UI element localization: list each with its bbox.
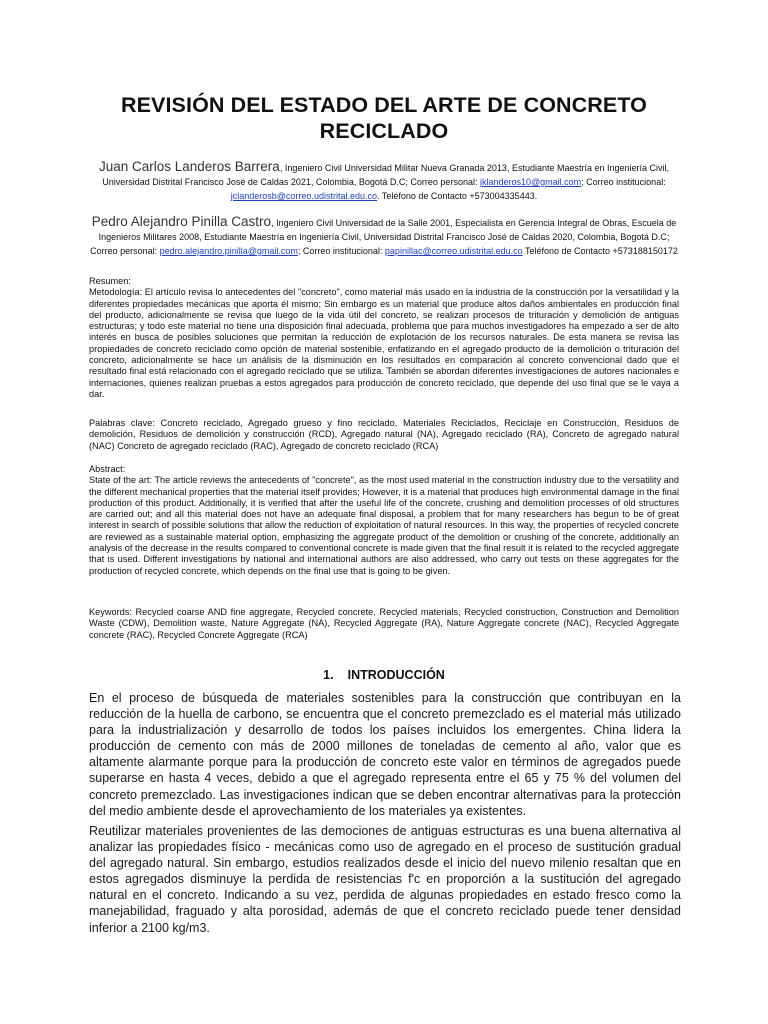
- author-name: Juan Carlos Landeros Barrera: [98, 159, 280, 174]
- abstract-text: State of the art: The article reviews the antecedents of "concrete", as the most used material in the construction industry due to the versatility and the different mechanical properties that the material itself provides; However, it is a material that produces high environmental damage in the final production of this product. Additionally, it is verified that after the useful life of the concrete, crushing and demolition processes of old structures are carried out; and all this material does not have an adequate final disposal, a problem that for many researchers has begun to be of great interest in search of possible solutions that allow the reduction of exploitation of natural resources. In this way, the properties of recycled concrete are reviewed as a sustainable material option, emphasizing the aggregate product of the demolition or crushing of the concrete, additionally an analysis of the decrease in the results compared to conventional concrete is made given that the final result it is related to the recycled aggregate that is used. Different investigations by national and international authors are also addressed, who carry out tests on these aggregates for the production of recycled concrete, which depends on the final use that is going to be given.: [89, 475, 679, 576]
- paper-title: [60, 92, 708, 144]
- author-institutional-email-link[interactable]: papinillac@correo.udistrital.edu.co: [384, 246, 523, 256]
- resumen-text: Metodología: El artículo revisa lo antecedentes del "concreto", como material más usado en la industria de la construcción por la versatilidad y la diferentes propiedades mecánicas que aporta él mismo; Sin embargo es un material que produce altos daños ambientales en producción final del producto, adicionalmente se revisa que luego de la vida útil del concreto, se realizan procesos de trituración y demolición de antiguas estructuras; y todo este material no tiene una disposición final adecuada, problema que para muchos investigadores ha empezado a ser de alto interés en busca de posibles soluciones que permitan la reducción de explotación de los recursos naturales. De esta manera se revisa las propiedades de concreto reciclado como opción de material sostenible, enfatizando en el agregado producto de la demolición o trituración del concreto, adicionalmente se hace un análisis de la disminución en los resultados en comparación al concreto convencional dado que el resultado final está relacionado con el agregado reciclado que se utiliza. También se abordan diferentes investigaciones de autores nacionales e internaciones, quienes realizan pruebas a estos agregados para producción de concreto reciclado, que depende del uso final que se le vaya a dar.: [89, 287, 679, 399]
- paper-title-line: RECICLADO: [319, 119, 449, 143]
- paper-title-line: REVISIÓN DEL ESTADO DEL ARTE DE CONCRETO: [120, 93, 648, 117]
- intro-paragraph-2: Reutilizar materiales provenientes de las demociones de antiguas estructuras es una buena alternativa al analizar las propiedades físico - mecánicas como uso de agregado en el proceso de sustitución gradual del agregado natural. Sin embargo, estudios realizados desde el inicio del nuevo milenio resaltan que en estos agregados disminuye la perdida de resistencias f'c en proporción a la sustitución del agregado natural en el concreto. Indicando a su vez, perdida de algunas propiedades en estado fresco como la manejabilidad, fraguado y alta porosidad, además de que el concreto reciclado puede tener densidad inferior a 2100 kg/m3.: [89, 824, 681, 935]
- author-phone: . Teléfono de Contacto +573004335443.: [376, 191, 538, 201]
- author-institutional-email-link[interactable]: jclanderosb@correo.udistrital.edu.co: [230, 191, 377, 201]
- abstract-section: [89, 464, 679, 577]
- palabras-clave: Palabras clave: Concreto reciclado, Agregado grueso y fino reciclado, Materiales Reciclados, Reciclaje en Construcción, Residuos de demolición, Residuos de demolición y construcción (RCD), Agregado natural (NA), Agregado reciclado (RA), Concreto de agregado natural (NAC) Concreto de agregado reciclado (RAC), Agregado de concreto reciclado (RCA): [89, 418, 679, 451]
- intro-paragraph-1: En el proceso de búsqueda de materiales sostenibles para la construcción que contribuyan en la reducción de la huella de carbono, se encuentra que el concreto premezclado es el material más utilizado para la industrialización y desarrollo de todos los países incluidos los emergentes. China lidera la producción de cemento con más de 2000 millones de toneladas de cemento al año, valor que es altamente alarmante porque para la producción de concreto este valor en términos de agregados puede superarse en hasta 4 veces, debido a que el agregado representa entre el 65 y 75 % del volumen del concreto premezclado. Las investigaciones indican que se deben encontrar alternativas para la protección del medio ambiente desde el aprovechamiento de los materiales ya existentes.: [89, 691, 681, 818]
- keywords: Keywords: Recycled coarse AND fine aggregate, Recycled concrete, Recycled materials, Recycled construction, Construction and Demolition Waste (CDW), Demolition waste, Nature Aggregate (NA), Recycled Aggregate (RA), Nature Aggregate concrete (NAC), Recycled Aggregate concrete (RAC), Recycled Concrete Aggregate (RCA): [89, 607, 679, 640]
- author-block-2: [86, 215, 682, 258]
- abstract-label: Abstract:: [89, 464, 126, 474]
- section-title: INTRODUCCIÓN: [347, 668, 445, 682]
- author-contact-text: ; Correo institucional:: [297, 246, 385, 256]
- section-heading: [0, 668, 768, 683]
- resumen-label: Resumen:: [89, 276, 131, 286]
- section-number: 1.: [323, 668, 334, 682]
- author-phone: Teléfono de Contacto +573188150172: [522, 246, 678, 256]
- author-affiliation: , Ingeniero Civil Universidad Militar Nueva Granada 2013, Estudiante Maestría en Ingeniería Civil, Universidad Distrital Francisco José de Caldas 2021, Colombia, Bogotá D.C; Correo personal:: [102, 163, 670, 187]
- resumen-section: [89, 276, 679, 400]
- author-personal-email-link[interactable]: jklanderos10@gmail.com: [479, 177, 582, 187]
- author-block-1: [86, 160, 682, 203]
- author-affiliation: , Ingeniero Civil Universidad de la Salle 2001, Especialista en Gerencia Integral de Obras, Escuela de Ingenieros Militares 2008, Estudiante Maestría en Ingeniería Civil, Universidad Distrital Francisco José de Caldas 2020, Colombia, Bogotá D.C; Correo personal:: [90, 218, 677, 256]
- author-name: Pedro Alejandro Pinilla Castro: [91, 214, 272, 229]
- author-personal-email-link[interactable]: pedro.alejandro.pinilla@gmail.com: [159, 246, 298, 256]
- author-contact-text: ; Correo institucional:: [581, 177, 666, 187]
